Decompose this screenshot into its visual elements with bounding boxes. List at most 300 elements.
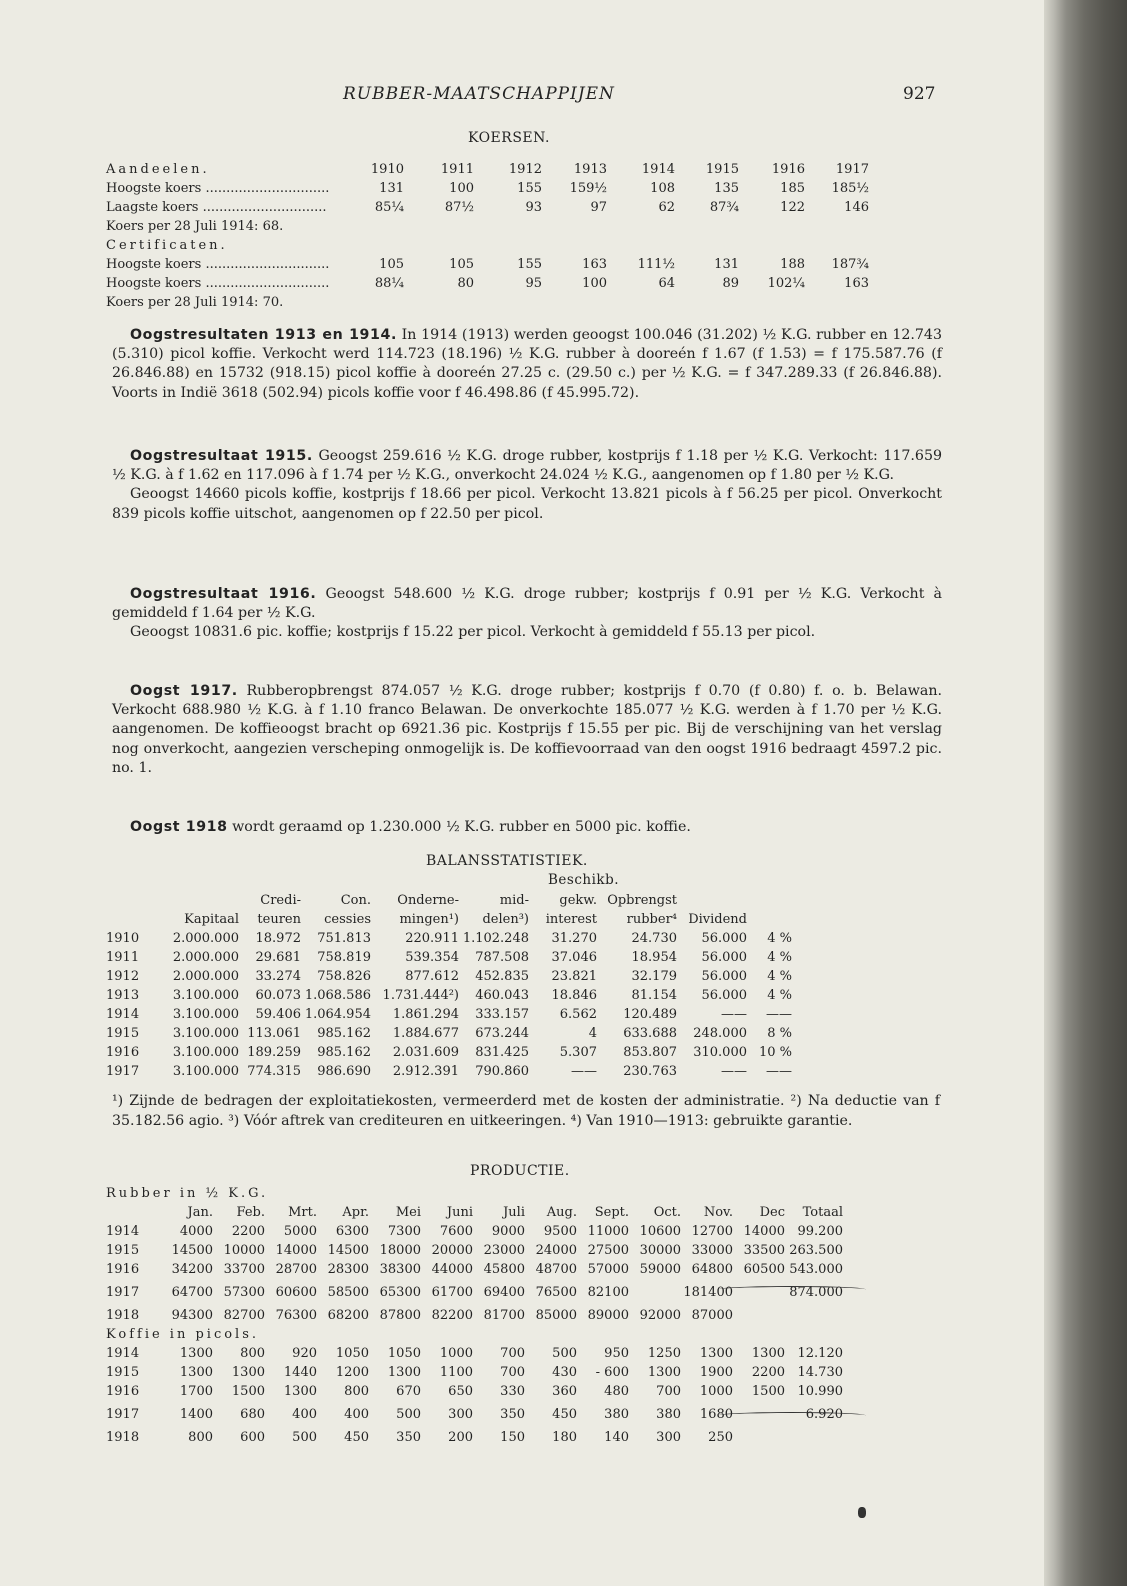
balans-cell: 56.000 <box>701 988 747 1003</box>
productie-row <box>106 1260 843 1279</box>
balans-cell: 1916 <box>106 1045 140 1060</box>
koersen-cell <box>474 293 542 312</box>
header-title: RUBBER-MAATSCHAPPIJEN <box>343 84 615 104</box>
productie-cell <box>785 1428 843 1447</box>
koersen-cell: 185½ <box>831 181 869 196</box>
koersen-cell <box>542 293 607 312</box>
brace-koffie-1917 <box>718 1412 866 1419</box>
paragraph-line <box>112 485 942 523</box>
productie-cell: 800 <box>240 1346 265 1361</box>
productie-cell: 400 <box>344 1407 369 1422</box>
koersen-cell <box>675 236 739 255</box>
balans-header-cell <box>161 891 239 910</box>
balans-row <box>106 967 792 986</box>
koersen-cell: 89 <box>722 276 739 291</box>
productie-cell: 950 <box>604 1346 629 1361</box>
productie-cell: 1700 <box>179 1384 213 1399</box>
productie-cell: 5000 <box>283 1224 317 1239</box>
paragraph-oogstresultaat-1915 <box>112 447 942 524</box>
paragraph-line <box>112 326 942 403</box>
productie-cell: 500 <box>396 1407 421 1422</box>
balans-header-row <box>106 891 792 910</box>
koersen-cell: 97 <box>590 200 607 215</box>
balans-cell: 3.100.000 <box>172 1045 239 1060</box>
productie-cell: 700 <box>500 1346 525 1361</box>
balans-header-cell: gekw. <box>559 893 597 908</box>
balans-cell: 2.000.000 <box>172 950 239 965</box>
productie-cell: 11000 <box>587 1224 629 1239</box>
productie-cell: 64800 <box>691 1262 733 1277</box>
balans-header-cell: mid- <box>499 893 529 908</box>
productie-cell: 38300 <box>379 1262 421 1277</box>
productie-cell: 380 <box>604 1407 629 1422</box>
balans-cell: 2.000.000 <box>172 931 239 946</box>
balans-cell: 33.274 <box>255 969 301 984</box>
productie-cell: 20000 <box>431 1243 473 1258</box>
productie-cell: 33500 <box>743 1243 785 1258</box>
koersen-cell: 102¼ <box>767 276 805 291</box>
paragraph-text: Geoogst 14660 picols koffie, kostprijs f 18.66 per picol. Verkocht 13.821 picols à f 56.25 per picol. Onverkocht 839 picols koffie uitschot, aangenomen op f 22.50 per picol. <box>112 486 942 522</box>
balans-cell: 120.489 <box>623 1007 677 1022</box>
balans-cell: —— <box>721 1064 747 1079</box>
koersen-cell <box>739 293 805 312</box>
productie-row <box>106 1344 843 1363</box>
productie-cell: 1914 <box>106 1346 140 1361</box>
balans-cell: 3.100.000 <box>172 988 239 1003</box>
productie-cell: 1500 <box>231 1384 265 1399</box>
balans-table <box>106 891 792 1081</box>
paragraph-oogstresultaat-1916 <box>112 585 942 643</box>
koersen-cell: 111½ <box>637 257 675 272</box>
ink-mark <box>858 1507 866 1518</box>
productie-cell: 1400 <box>179 1407 213 1422</box>
balans-cell: 248.000 <box>693 1026 747 1041</box>
productie-cell: 1917 <box>106 1285 140 1300</box>
balans-cell: 4 % <box>767 988 792 1003</box>
productie-month: Dec <box>759 1205 785 1220</box>
productie-cell: 1200 <box>335 1365 369 1380</box>
koersen-row <box>106 274 869 293</box>
balans-cell: 56.000 <box>701 969 747 984</box>
productie-row <box>106 1241 843 1260</box>
koersen-label: Certificaten. <box>106 238 228 253</box>
balans-cell: 60.073 <box>255 988 301 1003</box>
koersen-label: Aandeelen. <box>106 162 210 177</box>
productie-cell <box>733 1428 785 1447</box>
balans-cell: 81.154 <box>631 988 677 1003</box>
paragraph-text: Geoogst 548.600 ½ K.G. droge rubber; kostprijs f 0.91 per ½ K.G. Verkocht à gemiddeld f 1.64 per ½ K.G. <box>112 586 942 622</box>
balans-cell: 4 % <box>767 950 792 965</box>
koersen-cell <box>675 293 739 312</box>
balans-cell: 985.162 <box>317 1026 371 1041</box>
balans-cell: 2.031.609 <box>392 1045 459 1060</box>
productie-cell: 480 <box>604 1384 629 1399</box>
balans-cell: 18.846 <box>551 988 597 1003</box>
koersen-label: Hoogste koers .............................. <box>106 257 330 272</box>
balans-cell: 1917 <box>106 1064 140 1079</box>
koersen-year: 1911 <box>440 162 474 177</box>
balans-header-cell: rubber⁴ <box>626 912 677 927</box>
paragraph-text: In 1914 (1913) werden geoogst 100.046 (31.202) ½ K.G. rubber en 12.743 (5.310) picol koffie. Verkocht werd 114.723 (18.196) ½ K.G. rubber à dooreén f 1.67 (f 1.53) = f 175.587.76 (f 26.846.88) en 15732 (918.15) picol koffie à dooreén 27.25 c. (29.50 c.) per ½ K.G. = f 347.289.33 (f 26.846.88). Voorts in Indië 3618 (502.94) picols koffie voor f 46.498.86 (f 45.995.72). <box>112 327 942 401</box>
koersen-row <box>106 255 869 274</box>
productie-cell: 700 <box>656 1384 681 1399</box>
koersen-cell: 163 <box>582 257 607 272</box>
koersen-cell <box>474 217 542 236</box>
balans-cell: —— <box>571 1064 597 1079</box>
productie-cell: 1300 <box>179 1365 213 1380</box>
paragraph-line <box>112 623 942 642</box>
productie-cell: 1915 <box>106 1365 140 1380</box>
koersen-row <box>106 179 869 198</box>
productie-month: Jan. <box>187 1205 213 1220</box>
balans-cell: 877.612 <box>405 969 459 984</box>
balans-header-cell: delen³) <box>482 912 529 927</box>
balans-cell: 452.835 <box>475 969 529 984</box>
productie-cell: 180 <box>552 1430 577 1445</box>
productie-cell: 1918 <box>106 1308 140 1323</box>
koersen-label: Hoogste koers .............................. <box>106 276 330 291</box>
productie-cell: 1916 <box>106 1262 140 1277</box>
balans-cell: 10 % <box>758 1045 792 1060</box>
balans-cell: 4 % <box>767 969 792 984</box>
productie-cell: 263.500 <box>789 1243 843 1258</box>
balans-cell: 230.763 <box>623 1064 677 1079</box>
productie-cell: 7600 <box>439 1224 473 1239</box>
paragraph-line <box>112 447 942 485</box>
productie-cell: 500 <box>292 1430 317 1445</box>
productie-cell: 68200 <box>327 1308 369 1323</box>
balans-cell: 56.000 <box>701 950 747 965</box>
koersen-cell: 87¾ <box>709 200 739 215</box>
productie-cell: 1916 <box>106 1384 140 1399</box>
koersen-cell: 135 <box>714 181 739 196</box>
balans-cell: 758.819 <box>317 950 371 965</box>
koersen-cell: 108 <box>650 181 675 196</box>
balans-header-cell: cessies <box>324 912 371 927</box>
koersen-row <box>106 236 869 255</box>
productie-cell: 360 <box>552 1384 577 1399</box>
koersen-cell: 131 <box>379 181 404 196</box>
productie-cell: 94300 <box>171 1308 213 1323</box>
balans-cell: 774.315 <box>247 1064 301 1079</box>
koersen-cell: 80 <box>457 276 474 291</box>
productie-cell: 14.730 <box>797 1365 843 1380</box>
koersen-cell <box>542 236 607 255</box>
koersen-cell: 100 <box>582 276 607 291</box>
paragraph-oogstresultaten-1913-1914 <box>112 326 942 403</box>
koersen-label: Koers per 28 Juli 1914: 70. <box>106 295 284 310</box>
koersen-label: Koers per 28 Juli 1914: 68. <box>106 219 284 234</box>
balans-cell: 986.690 <box>317 1064 371 1079</box>
koersen-cell: 87½ <box>444 200 474 215</box>
productie-month: Apr. <box>342 1205 369 1220</box>
productie-cell: - 600 <box>595 1365 629 1380</box>
productie-month: Nov. <box>703 1205 733 1220</box>
koersen-cell <box>739 236 805 255</box>
koersen-cell: 163 <box>844 276 869 291</box>
productie-cell: 140 <box>604 1430 629 1445</box>
productie-month: Sept. <box>594 1205 629 1220</box>
productie-cell: 27500 <box>587 1243 629 1258</box>
balans-cell: 4 % <box>767 931 792 946</box>
productie-cell: 57000 <box>587 1262 629 1277</box>
productie-cell: 30000 <box>639 1243 681 1258</box>
koersen-cell <box>607 293 675 312</box>
balans-cell: 37.046 <box>551 950 597 965</box>
productie-cell: 87800 <box>379 1308 421 1323</box>
productie-row <box>106 1428 843 1447</box>
koersen-cell <box>739 217 805 236</box>
productie-row <box>106 1363 843 1382</box>
productie-cell: 1300 <box>179 1346 213 1361</box>
productie-cell: 81700 <box>483 1308 525 1323</box>
productie-cell: 89000 <box>587 1308 629 1323</box>
koersen-year: 1910 <box>370 162 404 177</box>
koersen-cell <box>542 217 607 236</box>
productie-cell: 1300 <box>647 1365 681 1380</box>
koersen-cell: 155 <box>517 181 542 196</box>
productie-cell: 24000 <box>535 1243 577 1258</box>
balans-cell: 751.813 <box>317 931 371 946</box>
productie-month: Mrt. <box>288 1205 317 1220</box>
productie-month: Oct. <box>653 1205 681 1220</box>
rubber-section-label: Rubber in ½ K.G. <box>106 1186 269 1201</box>
productie-cell: 28300 <box>327 1262 369 1277</box>
balans-header-cell: interest <box>545 912 597 927</box>
balans-cell: 4 <box>588 1026 597 1041</box>
balans-cell: 18.972 <box>255 931 301 946</box>
balans-header-cell: Dividend <box>688 912 747 927</box>
balans-cell: 56.000 <box>701 931 747 946</box>
koersen-cell: 64 <box>658 276 675 291</box>
koffie-section-label: Koffie in picols. <box>106 1327 260 1342</box>
koersen-row <box>106 293 869 312</box>
productie-cell: 9000 <box>491 1224 525 1239</box>
productie-cell: 9500 <box>543 1224 577 1239</box>
productie-cell <box>629 1279 681 1306</box>
koersen-cell: 159½ <box>569 181 607 196</box>
balans-cell: 6.562 <box>559 1007 597 1022</box>
koersen-year: 1915 <box>705 162 739 177</box>
productie-cell <box>785 1306 843 1325</box>
balans-cell: 24.730 <box>631 931 677 946</box>
paragraph-line <box>112 818 942 837</box>
productie-cell: 450 <box>344 1430 369 1445</box>
productie-cell: 1300 <box>283 1384 317 1399</box>
productie-cell: 670 <box>396 1384 421 1399</box>
balans-cell: 18.954 <box>631 950 677 965</box>
productie-cell: 380 <box>656 1407 681 1422</box>
balans-header-cell <box>677 891 747 910</box>
balans-title: BALANSSTATISTIEK. <box>426 853 588 869</box>
productie-cell: 874.000 <box>789 1285 843 1300</box>
productie-cell: 82700 <box>223 1308 265 1323</box>
koersen-title: KOERSEN. <box>468 130 550 146</box>
productie-cell: 1914 <box>106 1224 140 1239</box>
balans-cell: 790.860 <box>475 1064 529 1079</box>
koersen-year: 1913 <box>573 162 607 177</box>
koersen-year: 1917 <box>835 162 869 177</box>
balans-cell: 220.911 <box>405 931 459 946</box>
productie-cell: 2200 <box>751 1365 785 1380</box>
productie-section-row <box>106 1184 843 1203</box>
productie-cell: 1000 <box>439 1346 473 1361</box>
paragraph-oogst-1918 <box>112 818 942 837</box>
productie-cell: 1300 <box>699 1346 733 1361</box>
productie-cell: 60600 <box>275 1285 317 1300</box>
productie-cell: 1915 <box>106 1243 140 1258</box>
koersen-cell <box>356 236 404 255</box>
balans-cell: 1.068.586 <box>304 988 371 1003</box>
koersen-cell <box>356 217 404 236</box>
koersen-cell: 122 <box>780 200 805 215</box>
productie-cell: 18000 <box>379 1243 421 1258</box>
productie-cell <box>733 1306 785 1325</box>
book-binding-edge <box>1044 0 1127 1586</box>
koersen-label: Laagste koers .............................. <box>106 200 327 215</box>
productie-cell: 300 <box>656 1430 681 1445</box>
koersen-cell: 131 <box>714 257 739 272</box>
productie-header-row <box>106 1203 843 1222</box>
koersen-cell: 146 <box>844 200 869 215</box>
koersen-cell: 62 <box>658 200 675 215</box>
koersen-cell <box>607 236 675 255</box>
balans-cell: 1.064.954 <box>304 1007 371 1022</box>
balans-cell: 460.043 <box>475 988 529 1003</box>
productie-cell: 48700 <box>535 1262 577 1277</box>
productie-cell: 543.000 <box>789 1262 843 1277</box>
balans-cell: 1913 <box>106 988 140 1003</box>
balans-cell: 8 % <box>767 1026 792 1041</box>
productie-cell: 33700 <box>223 1262 265 1277</box>
productie-cell: 150 <box>500 1430 525 1445</box>
running-header <box>0 84 1044 108</box>
balans-header-cell <box>747 891 792 910</box>
productie-cell: 1900 <box>699 1365 733 1380</box>
productie-cell: 82200 <box>431 1308 473 1323</box>
balans-header-cell: Con. <box>340 893 371 908</box>
productie-cell: 1100 <box>439 1365 473 1380</box>
productie-cell: 14000 <box>275 1243 317 1258</box>
paragraph-oogst-1917 <box>112 682 942 778</box>
productie-cell: 69400 <box>483 1285 525 1300</box>
productie-cell: 600 <box>240 1430 265 1445</box>
balans-cell: 3.100.000 <box>172 1026 239 1041</box>
paragraph-line <box>112 585 942 623</box>
koersen-cell <box>404 293 474 312</box>
balans-cell: 2.000.000 <box>172 969 239 984</box>
productie-row <box>106 1306 843 1325</box>
koersen-row <box>106 198 869 217</box>
balans-row <box>106 929 792 948</box>
productie-cell: 10600 <box>639 1224 681 1239</box>
koersen-year: 1912 <box>508 162 542 177</box>
paragraph-lead: Oogstresultaat 1916. <box>130 586 317 602</box>
koersen-table <box>106 160 869 312</box>
productie-cell: 1300 <box>387 1365 421 1380</box>
productie-cell: 6300 <box>335 1224 369 1239</box>
balans-cell: 31.270 <box>551 931 597 946</box>
productie-cell: 500 <box>552 1346 577 1361</box>
productie-cell: 44000 <box>431 1262 473 1277</box>
balans-cell: 23.821 <box>551 969 597 984</box>
balans-header-cell: teuren <box>257 912 301 927</box>
productie-row <box>106 1222 843 1241</box>
koersen-cell <box>805 236 869 255</box>
productie-section-row <box>106 1325 843 1344</box>
koersen-cell: 185 <box>780 181 805 196</box>
productie-cell: 14500 <box>327 1243 369 1258</box>
productie-cell: 61700 <box>431 1285 473 1300</box>
paragraph-text: Geoogst 10831.6 pic. koffie; kostprijs f 15.22 per picol. Verkocht à gemiddeld f 55.13 per picol. <box>130 624 816 641</box>
productie-cell: 680 <box>240 1407 265 1422</box>
productie-cell: 6.920 <box>805 1407 843 1422</box>
balans-cell: —— <box>766 1064 792 1079</box>
productie-cell: 330 <box>500 1384 525 1399</box>
balans-cell: 853.807 <box>623 1045 677 1060</box>
balans-cell: 673.244 <box>475 1026 529 1041</box>
balans-header-cell <box>106 891 161 910</box>
balans-cell: 831.425 <box>475 1045 529 1060</box>
balans-header-cell: Kapitaal <box>184 912 239 927</box>
productie-cell: 82100 <box>587 1285 629 1300</box>
productie-header-cell <box>106 1203 161 1222</box>
productie-cell: 450 <box>552 1407 577 1422</box>
balans-row <box>106 948 792 967</box>
productie-cell: 99.200 <box>797 1224 843 1239</box>
koersen-cell: 95 <box>525 276 542 291</box>
productie-cell: 1300 <box>751 1346 785 1361</box>
balans-cell: 633.688 <box>623 1026 677 1041</box>
productie-cell: 45800 <box>483 1262 525 1277</box>
balans-header-cell: mingen¹) <box>399 912 459 927</box>
page-number: 927 <box>903 84 936 104</box>
productie-cell: 430 <box>552 1365 577 1380</box>
balans-beschikb-label: Beschikb. <box>548 872 620 888</box>
koersen-cell <box>356 293 404 312</box>
balans-row <box>106 986 792 1005</box>
koersen-cell <box>675 217 739 236</box>
productie-cell: 350 <box>500 1407 525 1422</box>
productie-cell: 2200 <box>231 1224 265 1239</box>
balans-cell: 1910 <box>106 931 140 946</box>
productie-cell: 76500 <box>535 1285 577 1300</box>
balans-row <box>106 1062 792 1081</box>
productie-cell: 34200 <box>171 1262 213 1277</box>
balans-cell: 1914 <box>106 1007 140 1022</box>
balans-cell: 5.307 <box>559 1045 597 1060</box>
productie-cell: 1050 <box>387 1346 421 1361</box>
productie-cell: 58500 <box>327 1285 369 1300</box>
koersen-cell <box>404 236 474 255</box>
koersen-cell: 188 <box>780 257 805 272</box>
productie-month: Juni <box>446 1205 473 1220</box>
productie-month: Totaal <box>802 1205 843 1220</box>
productie-cell: 57300 <box>223 1285 265 1300</box>
productie-cell: 800 <box>188 1430 213 1445</box>
productie-cell: 76300 <box>275 1308 317 1323</box>
balans-cell: —— <box>721 1007 747 1022</box>
productie-cell: 650 <box>448 1384 473 1399</box>
balans-cell: 1.731.444²) <box>382 988 459 1003</box>
paragraph-text: wordt geraamd op 1.230.000 ½ K.G. rubber en 5000 pic. koffie. <box>232 819 691 835</box>
productie-cell: 181400 <box>683 1285 733 1300</box>
productie-cell: 1918 <box>106 1430 140 1445</box>
productie-cell: 300 <box>448 1407 473 1422</box>
productie-cell: 12700 <box>691 1224 733 1239</box>
koersen-cell <box>607 217 675 236</box>
productie-cell: 65300 <box>379 1285 421 1300</box>
